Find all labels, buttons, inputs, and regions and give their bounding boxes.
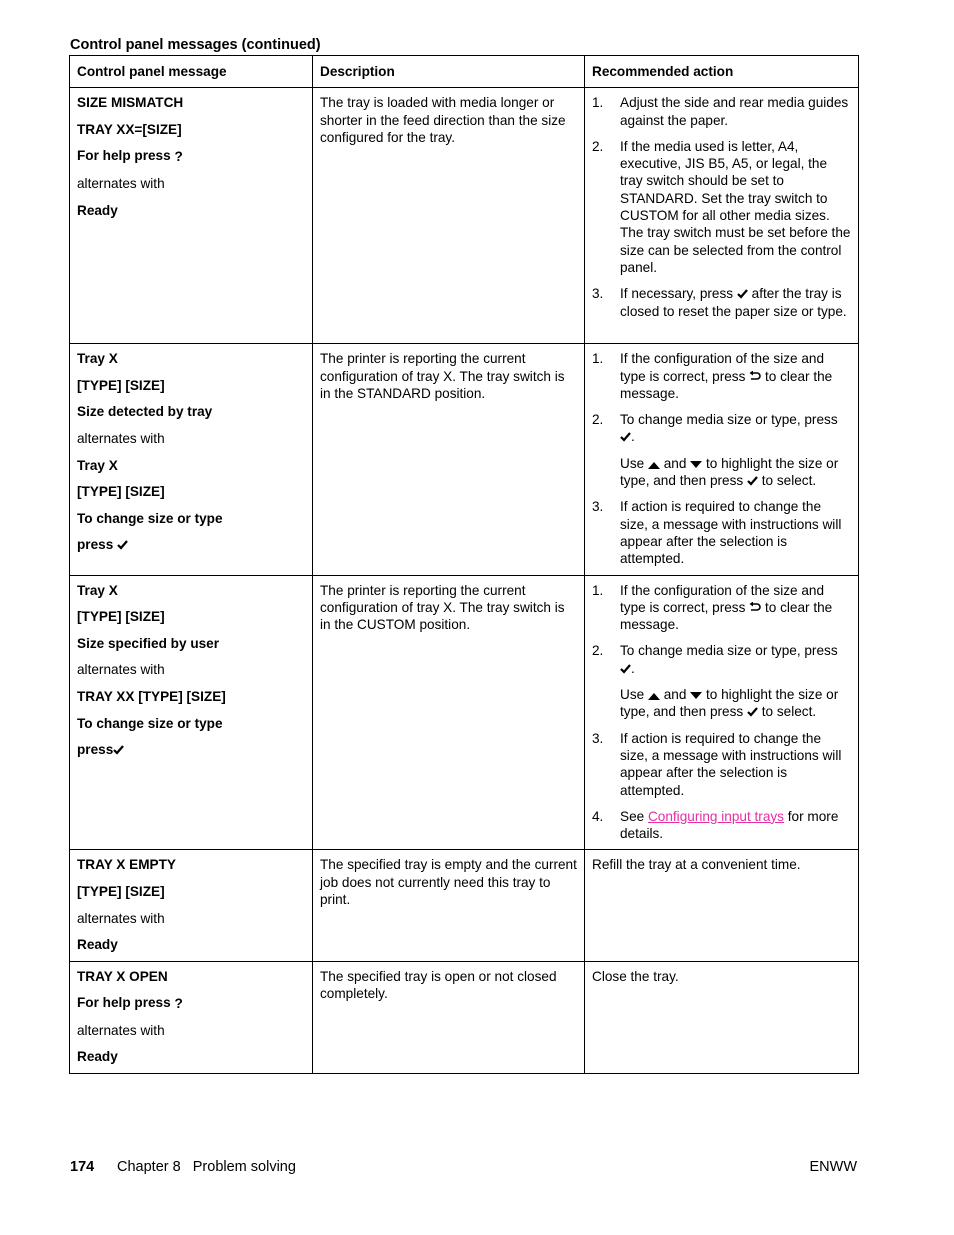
message-line: alternates with bbox=[77, 1022, 165, 1038]
message-line: [TYPE] [SIZE] bbox=[77, 609, 165, 625]
checkmark-icon bbox=[747, 476, 758, 486]
message-line: alternates with bbox=[77, 431, 165, 447]
table-row bbox=[70, 88, 859, 344]
message-cell bbox=[70, 344, 313, 575]
action-step: 3. If necessary, press after the tray is closed to reset the paper size or type. bbox=[592, 286, 847, 319]
action-cell bbox=[585, 344, 859, 575]
action-step: 3. If action is required to change the size, a message with instructions will appear after the selection is attempted. bbox=[592, 499, 842, 567]
message-line: TRAY X OPEN bbox=[77, 968, 168, 984]
message-cell bbox=[70, 575, 313, 850]
message-line: SIZE MISMATCH bbox=[77, 95, 184, 111]
message-line: For help press ? bbox=[77, 995, 183, 1012]
action-step: 4. See Configuring input trays for more details. bbox=[592, 808, 839, 842]
message-cell bbox=[70, 850, 313, 961]
table-row bbox=[70, 961, 859, 1073]
header-description: Description bbox=[313, 56, 585, 88]
down-arrow-icon bbox=[690, 461, 702, 469]
action-cell: Close the tray. bbox=[585, 961, 859, 1073]
action-step: 1. If the configuration of the size and type is correct, press to clear the message. bbox=[592, 351, 833, 401]
checkmark-icon bbox=[117, 540, 128, 550]
action-step: 1. If the configuration of the size and type is correct, press to clear the message. bbox=[592, 582, 833, 633]
message-line: Tray X bbox=[77, 351, 118, 367]
message-line: press bbox=[77, 741, 305, 758]
message-line: TRAY XX [TYPE] [SIZE] bbox=[77, 688, 226, 704]
message-line: Size detected by tray bbox=[77, 404, 213, 420]
up-arrow-icon bbox=[648, 461, 660, 469]
table-row bbox=[70, 850, 859, 961]
checkmark-icon bbox=[747, 707, 758, 717]
message-line: alternates with bbox=[77, 176, 165, 192]
message-line: [TYPE] [SIZE] bbox=[77, 884, 165, 900]
table-row bbox=[70, 575, 859, 850]
checkmark-icon bbox=[620, 664, 631, 674]
action-step: 2. To change media size or type, press . bbox=[592, 643, 838, 676]
message-cell bbox=[70, 961, 313, 1073]
chapter-title: Chapter 8 Problem solving bbox=[117, 1159, 296, 1175]
action-step: 2. To change media size or type, press . bbox=[592, 412, 838, 445]
action-step: 3. If action is required to change the size, a message with instructions will appear after the selection is attempted. bbox=[592, 730, 842, 798]
footer-right-label: ENWW bbox=[809, 1159, 857, 1175]
message-line: TRAY X EMPTY bbox=[77, 857, 176, 873]
checkmark-icon bbox=[620, 432, 631, 442]
description-cell: The printer is reporting the current configuration of tray X. The tray switch is in the CUSTOM position. bbox=[313, 575, 585, 850]
up-arrow-icon bbox=[648, 692, 660, 700]
down-arrow-icon bbox=[690, 692, 702, 700]
back-arrow-icon bbox=[749, 602, 761, 613]
table-header-row bbox=[70, 56, 859, 88]
description-cell: The specified tray is open or not closed completely. bbox=[313, 961, 585, 1073]
message-line: Ready bbox=[77, 1049, 118, 1065]
table-row bbox=[70, 344, 859, 575]
action-cell: Refill the tray at a convenient time. bbox=[585, 850, 859, 961]
table-caption: Control panel messages (continued) bbox=[70, 37, 321, 53]
action-substep: Use and to highlight the size or type, and then press to select. bbox=[620, 687, 839, 720]
message-line: To change size or type bbox=[77, 715, 223, 731]
action-cell bbox=[585, 575, 859, 850]
message-line: TRAY XX=[SIZE] bbox=[77, 121, 182, 137]
description-cell: The tray is loaded with media longer or shorter in the feed direction than the size configured for the tray. bbox=[313, 88, 585, 344]
back-arrow-icon bbox=[749, 371, 761, 382]
message-line: For help press ? bbox=[77, 148, 183, 165]
message-line: [TYPE] [SIZE] bbox=[77, 484, 165, 500]
header-action: Recommended action bbox=[585, 56, 859, 88]
action-substep: Use and to highlight the size or type, and then press to select. bbox=[620, 455, 839, 489]
message-line: Ready bbox=[77, 202, 118, 218]
message-cell bbox=[70, 88, 313, 344]
action-step: 1. Adjust the side and rear media guides against the paper. bbox=[592, 95, 849, 128]
message-line: press bbox=[77, 536, 305, 553]
page-number: 174 bbox=[70, 1159, 95, 1175]
message-line: [TYPE] [SIZE] bbox=[77, 377, 165, 393]
message-line: Tray X bbox=[77, 582, 118, 598]
message-line: Ready bbox=[77, 937, 118, 953]
help-icon: ? bbox=[174, 149, 183, 165]
control-panel-messages-table bbox=[69, 55, 859, 1074]
checkmark-icon bbox=[737, 289, 748, 299]
message-line: alternates with bbox=[77, 910, 165, 926]
message-line: Tray X bbox=[77, 457, 118, 473]
description-cell: The specified tray is empty and the current job does not currently need this tray to print. bbox=[313, 850, 585, 961]
action-step: 2. If the media used is letter, A4, executive, JIS B5, A5, or legal, the tray switch should be set to STANDARD. Set the tray switch to CUSTOM for all other media sizes. The tray switch must be set before the size can be selected from the control panel. bbox=[592, 138, 851, 275]
message-line: Size specified by user bbox=[77, 635, 220, 651]
configuring-input-trays-link[interactable]: Configuring input trays bbox=[647, 808, 784, 824]
message-line: alternates with bbox=[77, 662, 165, 678]
header-message: Control panel message bbox=[70, 56, 313, 88]
description-cell: The printer is reporting the current configuration of tray X. The tray switch is in the STANDARD position. bbox=[313, 344, 585, 575]
action-cell bbox=[585, 88, 859, 344]
message-line: To change size or type bbox=[77, 510, 223, 526]
checkmark-icon bbox=[113, 745, 124, 755]
help-icon: ? bbox=[174, 996, 183, 1012]
